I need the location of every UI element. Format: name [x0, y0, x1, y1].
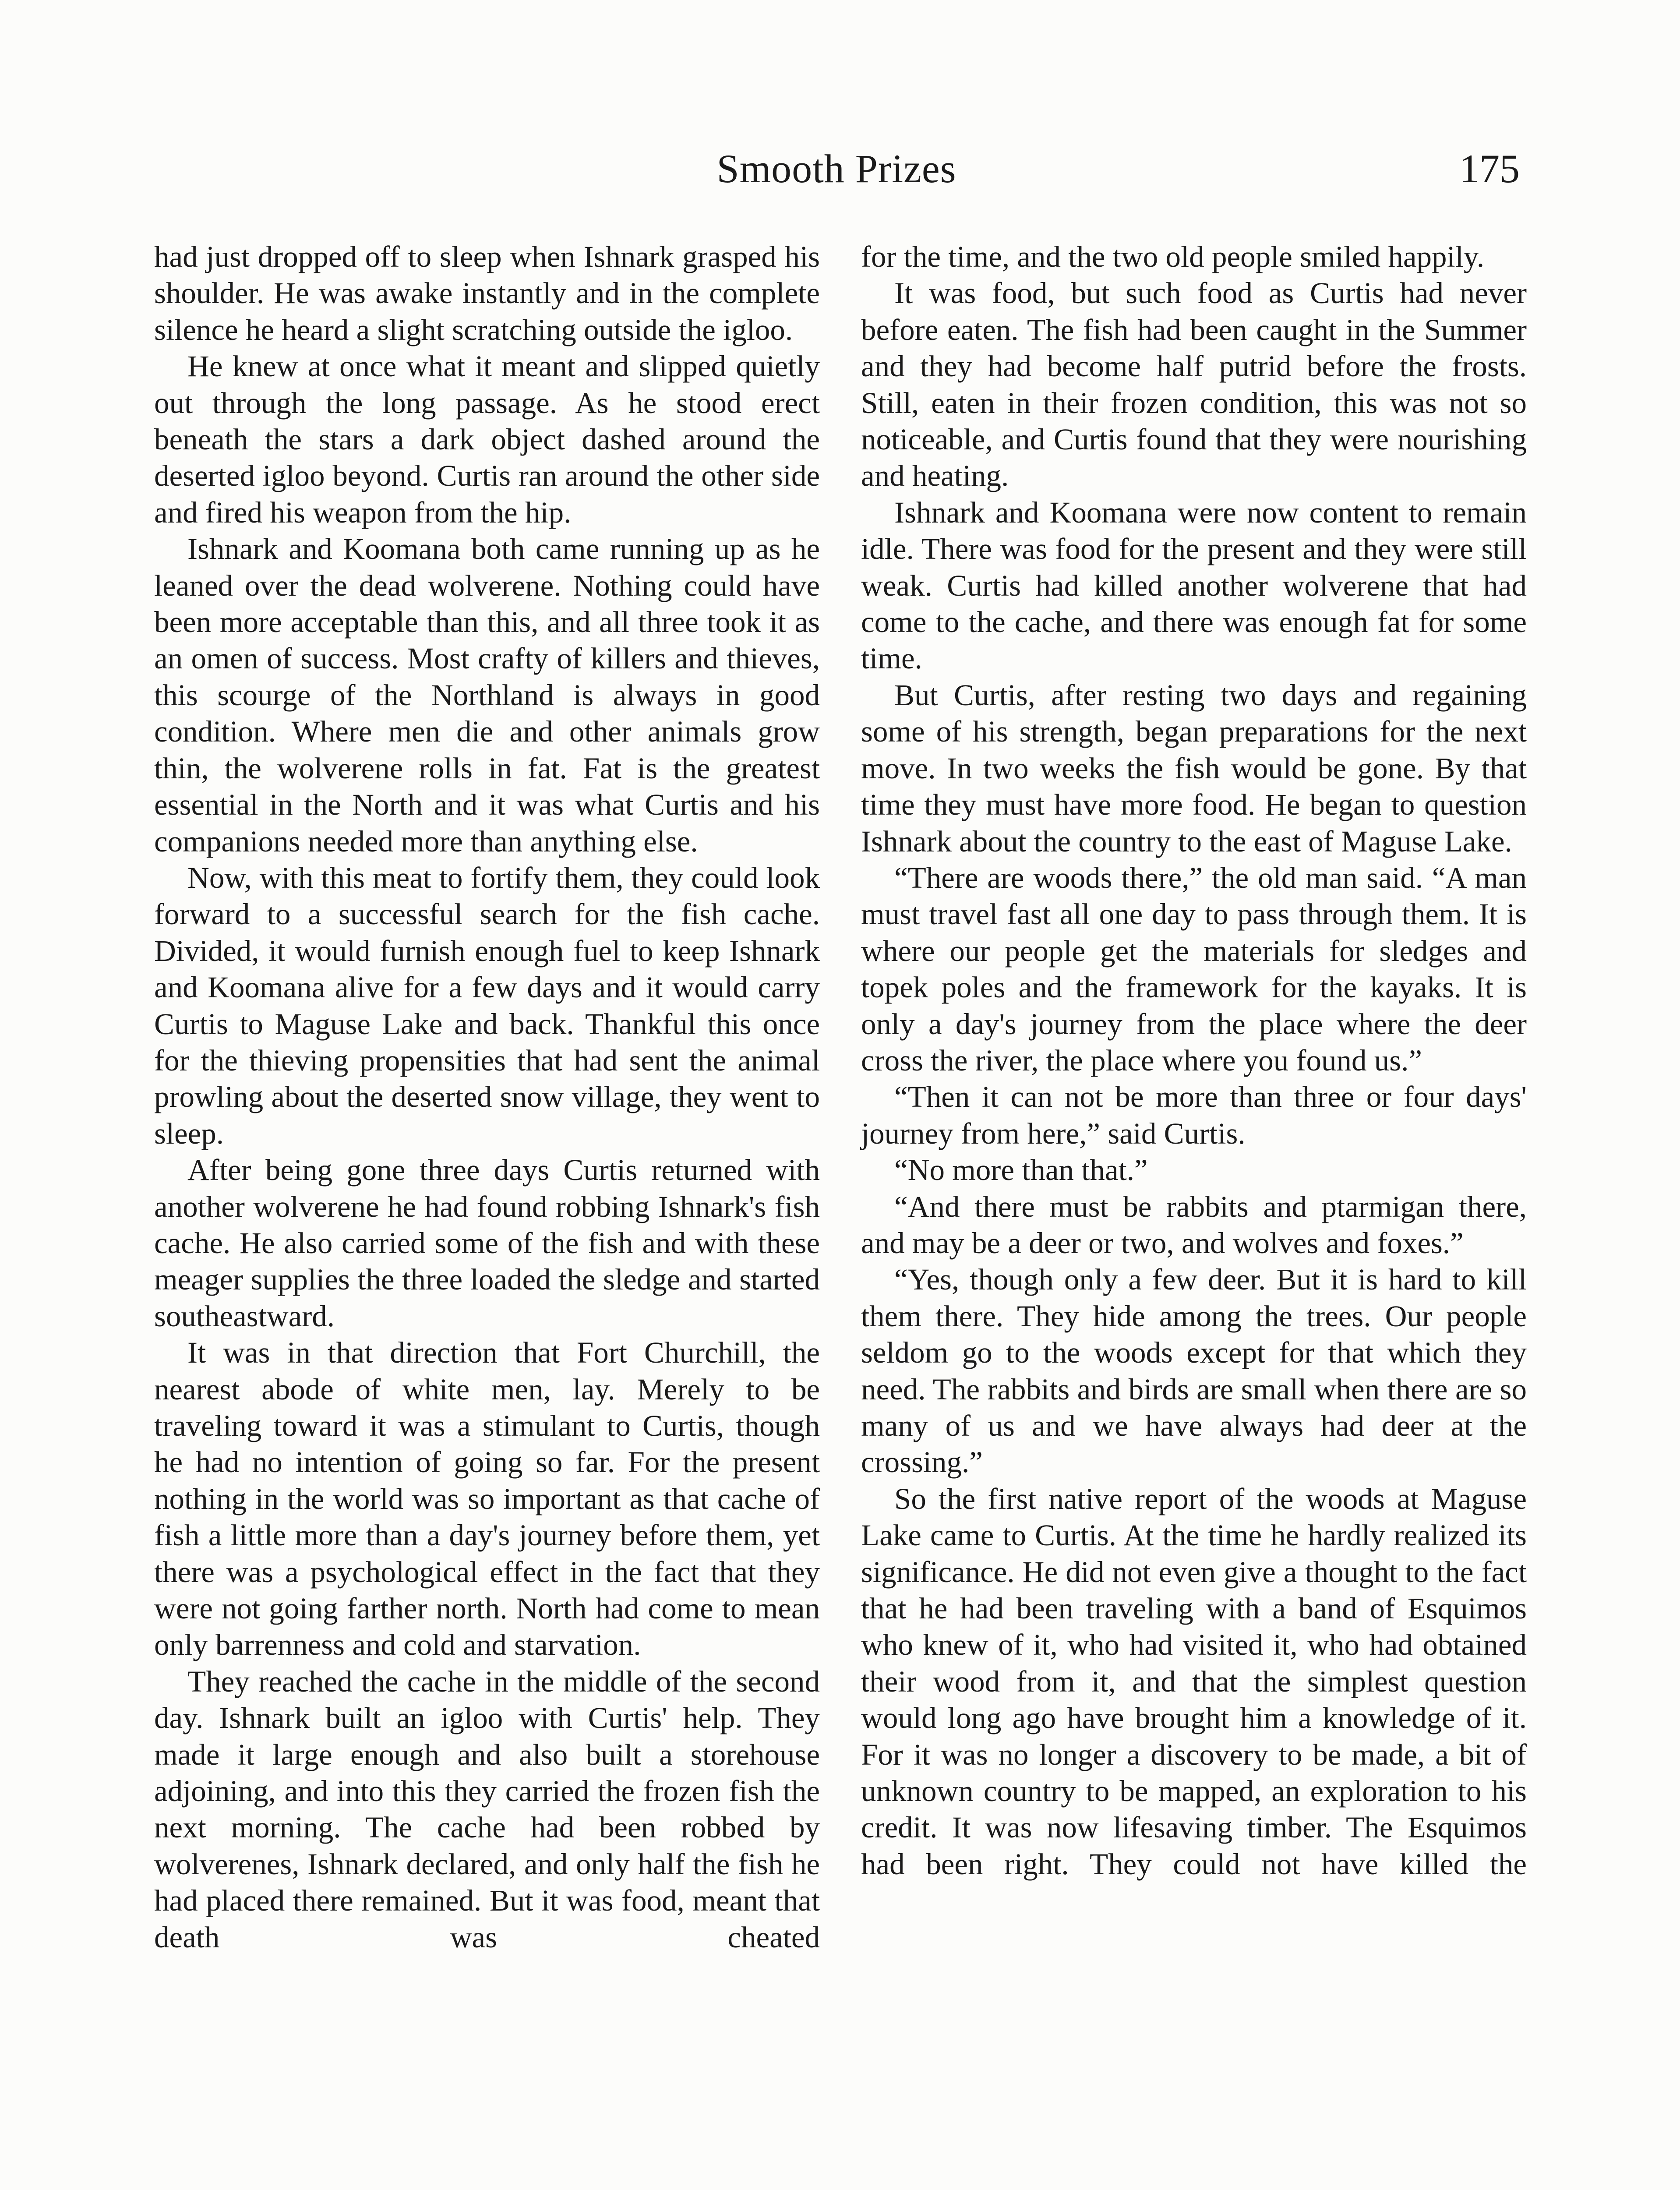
paragraph: Now, with this meat to fortify them, they could look forward to a successful search for the fish cache. Divided, it would furnish enough fuel to keep Ishnark and Koomana alive for a few days and it would carry Curtis to Maguse Lake and back. Thankful this once for the thieving propensities that had sent the animal prowling about the deserted snow village, they went to sleep.	[154, 861, 820, 1150]
paragraph: It was food, but such food as Curtis had never before eaten. The fish had been caught in the Summer and they had become half putrid before the frosts. Still, eaten in their frozen condition, this was not so noticeable, and Curtis found that they were nourishing and heating.	[861, 276, 1527, 493]
paragraph: “There are woods there,” the old man said. “A man must travel fast all one day to pass through them. It is where our people get the materials for sledges and topek poles and the framework for the kayaks. It is only a day's journey from the place where the deer cross the river, the place where you found us.”	[861, 861, 1527, 1077]
running-title: Smooth Prizes	[716, 146, 956, 191]
paragraph: Ishnark and Koomana were now content to remain idle. There was food for the present and they were still weak. Curtis had killed another wolverene that had come to the cache, and there was enough fat for some time.	[861, 495, 1527, 675]
paragraph: “Then it can not be more than three or four days' journey from here,” said Curtis.	[861, 1080, 1527, 1150]
right-column	[861, 239, 1527, 1883]
paragraph: So the first native report of the woods at Maguse Lake came to Curtis. At the time he hardly realized its significance. He did not even give a thought to the fact that he had been traveling with a band of Esquimos who knew of it, who had visited it, who had obtained their wood from it, and that the simplest question would long ago have brought him a knowledge of it. For it was no longer a discovery to be made, a bit of unknown country to be mapped, an exploration to his credit. It was now lifesaving timber. The Esquimos had been right. They could not have killed the	[861, 1482, 1527, 1881]
running-head	[153, 145, 1520, 210]
paragraph: It was in that direction that Fort Churchill, the nearest abode of white men, lay. Merely to be traveling toward it was a stimulant to Curtis, though he had no intention of going so far. For the present nothing in the world was so important as that cache of fish a little more than a day's journey before them, yet there was a psychological effect in the fact that they were not going farther north. North had come to mean only barrenness and cold and starvation.	[154, 1336, 820, 1662]
paragraph: “Yes, though only a few deer. But it is hard to kill them there. They hide among the trees. Our people seldom go to the woods except for that which they need. The rabbits and birds are small when there are so many of us and we have always had deer at the crossing.”	[861, 1263, 1527, 1479]
paragraph: He knew at once what it meant and slipped quietly out through the long passage. As he stood erect beneath the stars a dark object dashed around the deserted igloo beyond. Curtis ran around the other side and fired his weapon from the hip.	[154, 350, 820, 529]
paragraph: “No more than that.”	[894, 1153, 1148, 1187]
left-column	[154, 239, 820, 1956]
paragraph: They reached the cache in the middle of the second day. Ishnark built an igloo with Curtis' help. They made it large enough and also built a storehouse adjoining, and into this they carried the frozen fish the next morning. The cache had been robbed by wolverenes, Ishnark declared, and only half the fish he had placed there remained. But it was food, meant that death was cheated	[154, 1664, 820, 1954]
paragraph: had just dropped off to sleep when Ishnark grasped his shoulder. He was awake instantly and in the complete silence he heard a slight scratching outside the igloo.	[154, 240, 820, 346]
page-number: 175	[1459, 146, 1520, 191]
paragraph: “And there must be rabbits and ptarmigan there, and may be a deer or two, and wolves and foxes.”	[861, 1190, 1527, 1260]
paragraph: After being gone three days Curtis returned with another wolverene he had found robbing Ishnark's fish cache. He also carried some of the fish and with these meager supplies the three loaded the sledge and started southeastward.	[154, 1153, 820, 1333]
paragraph: Ishnark and Koomana both came running up as he leaned over the dead wolverene. Nothing could have been more acceptable than this, and all three took it as an omen of success. Most crafty of killers and thieves, this scourge of the Northland is always in good condition. Where men die and other animals grow thin, the wolverene rolls in fat. Fat is the greatest essential in the North and it was what Curtis and his companions needed more than anything else.	[154, 532, 820, 858]
paragraph: for the time, and the two old people smiled happily.	[861, 240, 1485, 273]
paragraph: But Curtis, after resting two days and regaining some of his strength, began preparations for the next move. In two weeks the fish would be gone. By that time they must have more food. He began to question Ishnark about the country to the east of Maguse Lake.	[861, 678, 1527, 858]
